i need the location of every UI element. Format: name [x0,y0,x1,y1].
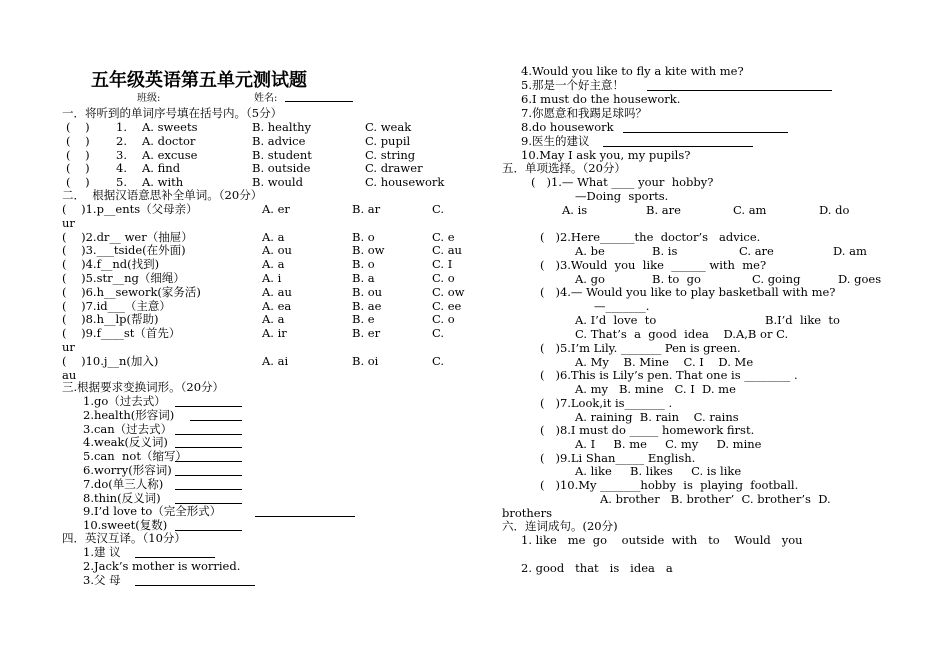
option-c: C. e [432,229,455,244]
section-6-heading: 六．连词成句。(20分) [502,519,618,533]
s5-q9-opts: A. like B. likes C. is like [575,464,742,478]
s6-item-2: 2. good that is idea a [521,561,673,575]
s4-item-10: 10.May I ask you, my pupils? [521,148,691,162]
s5-q2-opt-c: C. are [739,244,774,258]
answer-bracket: ( ) [66,120,90,134]
option-b: B. healthy [252,120,312,134]
question-stem: ( )1.p__ents（父母亲） [62,202,198,216]
question-number: 2. [116,133,127,148]
s4-item-4: 4.Would you like to fly a kite with me? [521,64,744,78]
s5-q4-opt-a: A. I’d love to [575,313,657,327]
option-c: C. I [432,257,453,272]
option-c: C. weak [365,120,412,134]
question-number: 4. [116,161,127,176]
s6-item-1: 1. like me go outside with to Would you [521,533,803,547]
option-a: A. ou [262,243,292,258]
option-a: A. ir [262,326,287,341]
answer-blank [175,464,242,476]
option-c: C. housework [365,175,445,190]
s5-q3-opt-b: B. to go [652,272,701,286]
option-c: C. [432,326,445,341]
s3-item-6: 6.worry(形容词) [83,463,172,477]
question-number: 5. [116,175,127,190]
answer-blank [647,79,832,91]
answer-blank [175,436,242,448]
option-c-wrap: ur [62,340,75,354]
option-a: A. ea [262,298,292,313]
s3-item-4: 4.weak(反义词) [83,435,168,450]
answer-blank [175,492,242,504]
name-blank [285,90,353,102]
s4-item-5: 5.那是一个好主意！ [521,78,624,92]
answer-blank [175,478,242,490]
option-c: C. drawer [365,161,423,176]
option-c: C. au [432,243,462,258]
page-title: 五年级英语第五单元测试题 [91,70,307,91]
s3-item-2: 2.health(形容词) [83,407,175,422]
option-b: B. ar [352,202,381,216]
s5-q1: ( )1.— What ____ your hobby? [531,175,714,189]
option-b: B. ae [352,298,382,313]
option-c: C. o [432,312,455,327]
option-c-wrap: ur [62,215,75,230]
s3-item-10: 10.sweet(复数) [83,518,168,533]
option-b: B. o [352,229,375,244]
option-a: A. sweets [142,120,198,134]
s5-q2-opt-b: B. is [652,244,678,258]
answer-bracket: ( ) [66,133,90,148]
option-a: A. a [262,257,285,272]
s5-q9: ( )9.Li Shan_____ English. [540,451,696,465]
s5-q2-opt-d: D. am [833,244,867,258]
answer-blank [255,505,355,517]
s5-q8: ( )8.I must do _____ homework first. [540,423,755,437]
s5-q1-opt-a: A. is [562,203,588,217]
s5-q4-opt-b: B.I’d like to [765,313,840,327]
s4-item-9: 9.医生的建议 [521,134,590,148]
s5-q10-opts-wrap: brothers [502,506,553,520]
option-c: C. [432,202,445,216]
question-stem: ( )9.f____st（首先） [62,326,181,341]
s5-q7: ( )7.Look,it is_______ . [540,396,673,410]
s5-q10-opts: A. brother B. brother’ C. brother’s D. [600,492,831,506]
s5-q2-opt-a: A. be [575,244,605,258]
option-b: B. ow [352,243,385,258]
s5-q7-opts: A. raining B. rain C. rains [575,410,739,424]
s4-item-1: 1.建 议 [83,545,121,559]
s5-q5: ( )5.I’m Lily. _______ Pen is green. [540,341,741,355]
s4-item-3: 3.父 母 [83,573,121,587]
s5-q4: ( )4.— Would you like to play basketball with me? [540,285,836,299]
question-stem: ( )5.str__ng（细绳） [62,271,185,285]
name-label: 姓名: [254,93,278,104]
question-number: 3. [116,147,127,162]
option-c: C. [432,353,445,368]
answer-blank [603,135,753,147]
answer-blank [175,423,242,435]
option-a: A. i [262,271,282,285]
s4-item-7: 7.你愿意和我踢足球吗？ [521,106,647,120]
s5-q1-opt-b: B. are [646,203,681,217]
s3-item-1: 1.go（过去式） [83,394,166,408]
s3-item-5: 5.can not（缩写） [83,449,187,464]
option-b: B. e [352,312,375,327]
s5-q1-answer: —Doing sports. [575,189,669,203]
option-c: C. o [432,271,455,285]
section-3-heading: 三.根据要求变换词形。（20分） [62,380,225,394]
s5-q1-opt-c: C. am [733,203,767,217]
answer-blank [190,409,242,421]
s5-q8-opts: A. I B. me C. my D. mine [575,437,762,451]
option-b: B. ou [352,284,383,299]
s5-q4-answer: —_______. [594,299,650,313]
question-stem: ( )6.h__sework(家务活) [62,284,201,299]
option-a: A. doctor [142,133,196,148]
question-stem: ( )3.___tside(在外面) [62,243,186,258]
option-b: B. a [352,271,375,285]
option-b: B. o [352,257,375,272]
option-b: B. oi [352,353,379,368]
s3-item-9: 9.I’d love to（完全形式） [83,504,222,519]
option-c: C. ow [432,284,465,299]
option-c-wrap: au [62,367,77,382]
section-5-heading: 五．单项选择。（20分） [502,161,626,175]
option-b: B. advice [252,133,306,148]
question-stem: ( )7.id___（主意） [62,298,171,313]
s5-q2: ( )2.Here______the doctor’s advice. [540,230,761,244]
question-stem: ( )10.j__n(加入) [62,353,159,368]
answer-bracket: ( ) [66,175,90,190]
question-stem: ( )8.h__lp(帮助) [62,312,159,327]
option-b: B. would [252,175,303,190]
s5-q4-opt-c: C. That’s a good idea D.A,B or C. [575,327,789,341]
answer-blank [175,395,242,407]
option-a: A. er [262,202,290,216]
answer-bracket: ( ) [66,161,90,176]
s3-item-8: 8.thin(反义词) [83,490,161,505]
answer-blank [623,121,788,133]
s5-q5-opts: A. My B. Mine C. I D. Me [575,355,754,369]
s5-q6-opts: A. my B. mine C. I D. me [575,382,736,396]
answer-blank [135,574,255,586]
answer-blank [135,546,215,558]
s5-q10: ( )10.My _______hobby is playing football. [540,478,799,492]
s5-q3: ( )3.Would you like ______ with me? [540,258,767,272]
option-c: C. pupil [365,133,411,148]
s5-q1-opt-d: D. do [819,203,850,217]
option-a: A. a [262,229,285,244]
option-a: A. au [262,284,292,299]
answer-blank [175,450,242,462]
question-number: 1. [116,120,127,134]
s5-q3-opt-d: D. goes [838,272,882,286]
s5-q3-opt-a: A. go [575,272,605,286]
class-label: 班级: [137,93,161,104]
option-a: A. find [142,161,181,176]
answer-bracket: ( ) [66,147,90,162]
s3-item-7: 7.do(单三人称) [83,476,164,491]
option-a: A. with [142,175,184,190]
question-stem: ( )2.dr__ wer（抽屉） [62,229,193,244]
s4-item-8: 8.do housework [521,120,614,134]
s5-q6: ( )6.This is Lily’s pen. That one is ________ . [540,368,798,382]
option-a: A. excuse [142,147,198,162]
section-2-heading: 二． 根据汉语意思补全单词。（20分） [62,188,263,202]
s5-q3-opt-c: C. going [752,272,801,286]
option-b: B. outside [252,161,311,176]
option-c: C. string [365,147,416,162]
s3-item-3: 3.can（过去式） [83,421,173,436]
s4-item-2: 2.Jack’s mother is worried. [83,559,241,573]
answer-blank [175,519,242,531]
option-b: B. student [252,147,312,162]
option-b: B. er [352,326,381,341]
s4-item-6: 6.I must do the housework. [521,92,681,106]
option-c: C. ee [432,298,462,313]
option-a: A. ai [262,353,289,368]
question-stem: ( )4.f__nd(找到) [62,257,160,272]
section-4-heading: 四．英汉互译。（10分） [62,531,186,545]
section-1-heading: 一．将听到的单词序号填在括号内。（5分） [62,106,283,120]
option-a: A. a [262,312,285,327]
